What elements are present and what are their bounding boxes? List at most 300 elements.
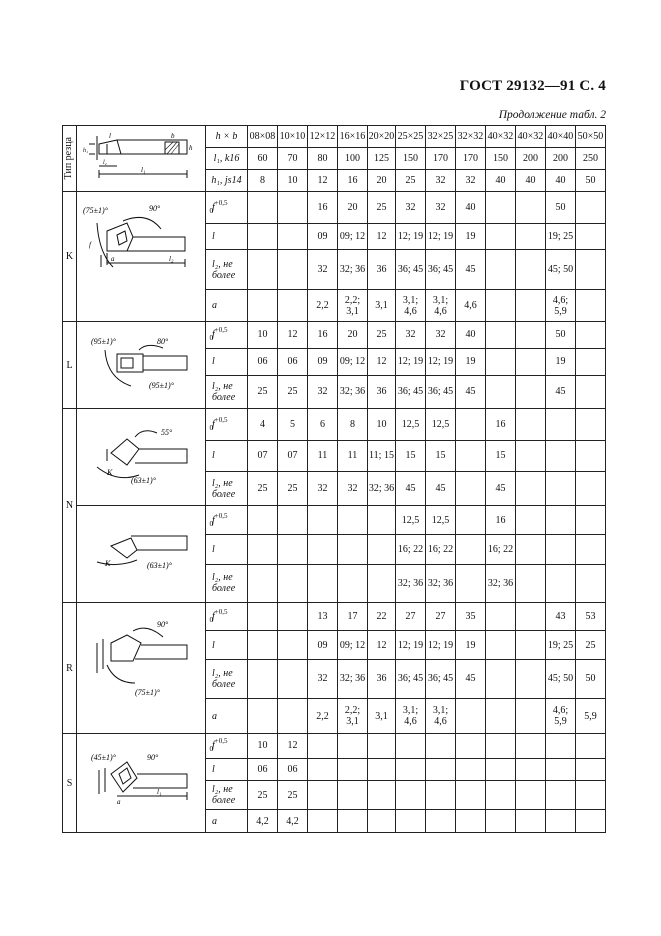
svg-text:h: h (189, 143, 193, 152)
value-cell (248, 564, 278, 602)
param-label-l (206, 631, 248, 659)
param-f: f (212, 202, 215, 213)
value-cell: 16 (308, 322, 338, 349)
value-cell: 11; 15 (368, 440, 396, 472)
value-cell (576, 734, 606, 759)
value-cell (486, 781, 516, 810)
value-cell (486, 224, 516, 250)
svg-text:90°: 90° (147, 753, 159, 762)
value-cell (576, 564, 606, 602)
param-label-f (206, 734, 248, 759)
header-value-cell: 250 (576, 148, 606, 170)
value-cell: 3,1; 4,6 (396, 290, 426, 322)
value-cell (576, 409, 606, 441)
value-cell (576, 440, 606, 472)
value-cell (368, 564, 396, 602)
svg-text:l₂: l₂ (103, 159, 107, 166)
type-column-label: Тип резца (63, 137, 74, 180)
value-cell (426, 810, 456, 833)
value-cell: 16 (308, 192, 338, 224)
value-cell: 12; 19 (396, 631, 426, 659)
value-cell (338, 734, 368, 759)
cutter-sketch-cell (77, 506, 206, 603)
header-value-cell: 10×10 (278, 126, 308, 148)
svg-text:K: K (105, 559, 111, 568)
value-cell (368, 781, 396, 810)
value-cell: 4,2 (278, 810, 308, 833)
param-f-tolerance: +0,5 (214, 608, 228, 617)
value-cell: 32; 36 (426, 564, 456, 602)
value-cell: 25 (248, 375, 278, 408)
value-cell (486, 810, 516, 833)
value-cell: 32; 36 (396, 564, 426, 602)
value-cell: 5 (278, 409, 308, 441)
value-cell (546, 506, 576, 535)
header-value-cell: 150 (486, 148, 516, 170)
value-cell (248, 659, 278, 698)
type-l-row (63, 322, 606, 349)
value-cell: 12; 19 (426, 631, 456, 659)
type-letter: S (63, 734, 77, 833)
param-f-tolerance: +0,5 (214, 326, 228, 335)
value-cell: 3,1; 4,6 (426, 699, 456, 734)
value-cell (546, 734, 576, 759)
value-cell (456, 409, 486, 441)
value-cell (546, 758, 576, 781)
svg-text:(75±1)°: (75±1)° (135, 688, 160, 697)
header-value-cell: 40×32 (516, 126, 546, 148)
param-a: a (212, 815, 217, 827)
value-cell (576, 250, 606, 290)
value-cell (516, 472, 546, 506)
value-cell (516, 290, 546, 322)
value-cell (426, 781, 456, 810)
value-cell (426, 758, 456, 781)
param-a: a (212, 710, 217, 722)
value-cell (308, 758, 338, 781)
value-cell (516, 810, 546, 833)
header-value-cell: 170 (456, 148, 486, 170)
value-cell: 3,1; 4,6 (426, 290, 456, 322)
tool-dimensions-table (62, 125, 606, 833)
header-value-cell: 32×25 (426, 126, 456, 148)
value-cell (248, 290, 278, 322)
value-cell: 32 (308, 250, 338, 290)
param-label-a (206, 290, 248, 322)
header-value-cell: 200 (516, 148, 546, 170)
param-label-l2 (206, 564, 248, 602)
param-l2: l₂, не более (212, 667, 236, 690)
header-value-cell: 170 (426, 148, 456, 170)
value-cell: 36; 45 (426, 250, 456, 290)
value-cell (338, 535, 368, 564)
type-k-sketch (77, 193, 205, 321)
value-cell (368, 734, 396, 759)
value-cell: 07 (248, 440, 278, 472)
svg-text:(95±1)°: (95±1)° (149, 381, 174, 390)
value-cell: 2,2 (308, 290, 338, 322)
value-cell: 32 (338, 472, 368, 506)
svg-text:(95±1)°: (95±1)° (91, 337, 116, 346)
header-param-label: h × b (206, 126, 248, 148)
value-cell (516, 506, 546, 535)
value-cell (338, 810, 368, 833)
value-cell: 32; 36 (338, 250, 368, 290)
value-cell (486, 758, 516, 781)
value-cell: 4,2 (248, 810, 278, 833)
value-cell (456, 781, 486, 810)
value-cell: 32 (308, 472, 338, 506)
value-cell (516, 734, 546, 759)
value-cell: 36 (368, 250, 396, 290)
param-l2: l₂, не более (212, 477, 236, 500)
value-cell (396, 734, 426, 759)
value-cell: 09 (308, 224, 338, 250)
type-n-row (63, 409, 606, 441)
value-cell (278, 564, 308, 602)
header-value-cell: 150 (396, 148, 426, 170)
value-cell: 40 (456, 322, 486, 349)
value-cell (576, 192, 606, 224)
value-cell: 4 (248, 409, 278, 441)
value-cell: 36 (368, 375, 396, 408)
value-cell: 11 (308, 440, 338, 472)
value-cell (278, 603, 308, 631)
header-value-cell: 80 (308, 148, 338, 170)
header-param-label: l₁, k16 (206, 148, 248, 170)
value-cell: 2,2; 3,1 (338, 699, 368, 734)
value-cell (516, 224, 546, 250)
value-cell: 4,6; 5,9 (546, 290, 576, 322)
value-cell: 45; 50 (546, 250, 576, 290)
value-cell (516, 631, 546, 659)
value-cell (486, 375, 516, 408)
value-cell (516, 758, 546, 781)
value-cell (516, 250, 546, 290)
value-cell: 12 (278, 734, 308, 759)
header-value-cell: 40 (486, 170, 516, 192)
value-cell: 2,2; 3,1 (338, 290, 368, 322)
value-cell: 06 (278, 348, 308, 375)
param-label-l2 (206, 375, 248, 408)
value-cell (546, 564, 576, 602)
value-cell (308, 564, 338, 602)
value-cell (396, 781, 426, 810)
value-cell (576, 506, 606, 535)
value-cell: 19; 25 (546, 224, 576, 250)
value-cell (516, 535, 546, 564)
value-cell: 36 (368, 659, 396, 698)
type-r-row (63, 603, 606, 631)
value-cell (576, 322, 606, 349)
value-cell (426, 734, 456, 759)
value-cell: 10 (248, 322, 278, 349)
value-cell: 8 (338, 409, 368, 441)
value-cell (546, 440, 576, 472)
value-cell: 25 (278, 375, 308, 408)
value-cell: 36; 45 (426, 659, 456, 698)
value-cell (486, 734, 516, 759)
param-l: l (212, 764, 215, 776)
header-value-cell: 20×20 (368, 126, 396, 148)
value-cell (516, 699, 546, 734)
value-cell: 12 (278, 322, 308, 349)
value-cell (456, 758, 486, 781)
value-cell (368, 758, 396, 781)
value-cell (516, 781, 546, 810)
param-label-f (206, 192, 248, 224)
value-cell: 19 (456, 224, 486, 250)
value-cell (546, 472, 576, 506)
value-cell (456, 472, 486, 506)
value-cell (278, 192, 308, 224)
value-cell: 36; 45 (396, 375, 426, 408)
value-cell (516, 409, 546, 441)
value-cell (308, 734, 338, 759)
value-cell: 32; 36 (338, 375, 368, 408)
header-value-cell: 40×40 (546, 126, 576, 148)
value-cell: 45 (426, 472, 456, 506)
value-cell: 06 (248, 348, 278, 375)
table-continuation-label: Продолжение табл. 2 (498, 109, 606, 121)
header-value-cell: 25×25 (396, 126, 426, 148)
value-cell: 25 (248, 472, 278, 506)
header-value-cell: 100 (338, 148, 368, 170)
type-letter: L (63, 322, 77, 409)
svg-text:l₁: l₁ (141, 165, 146, 174)
value-cell: 35 (456, 603, 486, 631)
value-cell: 6 (308, 409, 338, 441)
cutter-sketch-cell (77, 126, 206, 192)
value-cell (368, 506, 396, 535)
value-cell: 10 (248, 734, 278, 759)
param-label-f (206, 409, 248, 441)
value-cell: 12; 19 (396, 224, 426, 250)
param-f: f (212, 418, 215, 430)
svg-text:55°: 55° (161, 428, 173, 437)
value-cell: 45 (396, 472, 426, 506)
type-n2-sketch (77, 506, 205, 602)
param-f: f (212, 329, 215, 341)
value-cell: 45 (456, 659, 486, 698)
param-label-l2 (206, 250, 248, 290)
param-label-l (206, 348, 248, 375)
param-label-f (206, 322, 248, 349)
value-cell (546, 781, 576, 810)
value-cell: 15 (396, 440, 426, 472)
value-cell (396, 810, 426, 833)
value-cell: 32 (308, 375, 338, 408)
value-cell (486, 250, 516, 290)
value-cell (456, 535, 486, 564)
header-value-cell: 50×50 (576, 126, 606, 148)
param-f-tolerance: +0,5 (214, 737, 228, 746)
svg-text:h₁: h₁ (83, 147, 89, 154)
value-cell: 25 (278, 472, 308, 506)
svg-text:(63±1)°: (63±1)° (147, 561, 172, 570)
value-cell (338, 506, 368, 535)
value-cell: 12 (368, 348, 396, 375)
type-letter: R (63, 603, 77, 734)
value-cell: 12; 19 (426, 348, 456, 375)
value-cell (456, 564, 486, 602)
value-cell: 07 (278, 440, 308, 472)
value-cell (248, 631, 278, 659)
value-cell (456, 810, 486, 833)
value-cell (308, 810, 338, 833)
header-value-cell: 16 (338, 170, 368, 192)
type-k-row (63, 192, 606, 224)
value-cell (456, 699, 486, 734)
param-f-tolerance: +0,5 (214, 511, 228, 520)
header-value-cell: 200 (546, 148, 576, 170)
header-param-label: h₁, js14 (206, 170, 248, 192)
value-cell (456, 506, 486, 535)
svg-text:80°: 80° (157, 337, 169, 346)
svg-text:(45±1)°: (45±1)° (91, 753, 116, 762)
param-f-lower: 0 (209, 616, 213, 625)
param-label-l (206, 535, 248, 564)
value-cell: 12 (368, 224, 396, 250)
param-f: f (212, 611, 215, 623)
svg-text:(75±1)°: (75±1)° (83, 205, 108, 215)
value-cell: 32 (426, 322, 456, 349)
header-value-cell: 16×16 (338, 126, 368, 148)
header-value-cell: 25 (396, 170, 426, 192)
svg-text:(63±1)°: (63±1)° (131, 476, 156, 485)
param-f-lower: 0 (209, 745, 213, 754)
header-value-cell: 32 (426, 170, 456, 192)
param-f-lower: 0 (209, 423, 213, 432)
value-cell (576, 348, 606, 375)
value-cell (278, 535, 308, 564)
value-cell: 27 (426, 603, 456, 631)
value-cell (338, 564, 368, 602)
value-cell: 3,1 (368, 699, 396, 734)
header-value-cell: 10 (278, 170, 308, 192)
param-l: l (212, 639, 215, 651)
value-cell (248, 506, 278, 535)
type-n-row (63, 506, 606, 535)
header-value-cell: 32 (456, 170, 486, 192)
value-cell: 2,2 (308, 699, 338, 734)
value-cell (486, 631, 516, 659)
svg-text:K: K (107, 468, 113, 477)
value-cell (546, 535, 576, 564)
header-row (63, 126, 606, 148)
value-cell (486, 322, 516, 349)
param-l2: l₂, не более (212, 784, 236, 807)
value-cell: 19 (456, 631, 486, 659)
value-cell: 16; 22 (396, 535, 426, 564)
param-l2: l₂, не более (212, 572, 236, 595)
type-s-sketch (77, 734, 205, 832)
value-cell (516, 440, 546, 472)
value-cell (396, 758, 426, 781)
value-cell: 25 (576, 631, 606, 659)
value-cell (486, 192, 516, 224)
header-value-cell: 12×12 (308, 126, 338, 148)
value-cell: 17 (338, 603, 368, 631)
value-cell (576, 375, 606, 408)
param-f-lower: 0 (209, 519, 213, 528)
param-label-l (206, 224, 248, 250)
svg-text:f: f (89, 240, 91, 249)
value-cell: 16 (486, 506, 516, 535)
value-cell: 13 (308, 603, 338, 631)
value-cell (576, 290, 606, 322)
value-cell: 50 (576, 659, 606, 698)
param-f-lower: 0 (209, 334, 213, 343)
param-f-lower: 0 (209, 207, 213, 215)
value-cell: 19; 25 (546, 631, 576, 659)
value-cell: 32 (426, 192, 456, 224)
value-cell: 16; 22 (426, 535, 456, 564)
value-cell: 15 (426, 440, 456, 472)
value-cell (278, 699, 308, 734)
value-cell (576, 781, 606, 810)
header-value-cell: 12 (308, 170, 338, 192)
value-cell (486, 603, 516, 631)
value-cell (486, 348, 516, 375)
value-cell: 32 (396, 192, 426, 224)
value-cell: 06 (278, 758, 308, 781)
value-cell: 50 (546, 322, 576, 349)
value-cell (338, 781, 368, 810)
value-cell: 11 (338, 440, 368, 472)
svg-text:90°: 90° (149, 203, 161, 213)
value-cell (278, 290, 308, 322)
value-cell (308, 781, 338, 810)
value-cell: 36; 45 (426, 375, 456, 408)
cutter-head-sketch (77, 130, 205, 188)
value-cell (248, 250, 278, 290)
value-cell (516, 322, 546, 349)
value-cell: 45; 50 (546, 659, 576, 698)
param-l: l (212, 450, 215, 462)
param-label-l2 (206, 781, 248, 810)
param-l: l (212, 543, 215, 555)
value-cell: 12,5 (396, 409, 426, 441)
value-cell: 19 (456, 348, 486, 375)
param-l: l (212, 231, 215, 242)
value-cell: 27 (396, 603, 426, 631)
header-value-cell: 40 (516, 170, 546, 192)
value-cell: 50 (546, 192, 576, 224)
value-cell: 09; 12 (338, 631, 368, 659)
value-cell: 10 (368, 409, 396, 441)
value-cell: 45 (546, 375, 576, 408)
header-value-cell: 40×32 (486, 126, 516, 148)
value-cell (248, 224, 278, 250)
value-cell (516, 375, 546, 408)
param-label-l (206, 758, 248, 781)
value-cell (516, 192, 546, 224)
value-cell: 45 (456, 250, 486, 290)
param-l2: l₂, не более (212, 380, 236, 403)
value-cell: 4,6 (456, 290, 486, 322)
svg-text:90°: 90° (157, 620, 169, 629)
value-cell: 09; 12 (338, 224, 368, 250)
value-cell: 45 (486, 472, 516, 506)
param-label-l2 (206, 659, 248, 698)
value-cell (516, 564, 546, 602)
value-cell: 32 (308, 659, 338, 698)
type-n1-sketch (77, 409, 205, 505)
type-s-row (63, 734, 606, 759)
value-cell (248, 603, 278, 631)
svg-text:l: l (109, 131, 111, 140)
